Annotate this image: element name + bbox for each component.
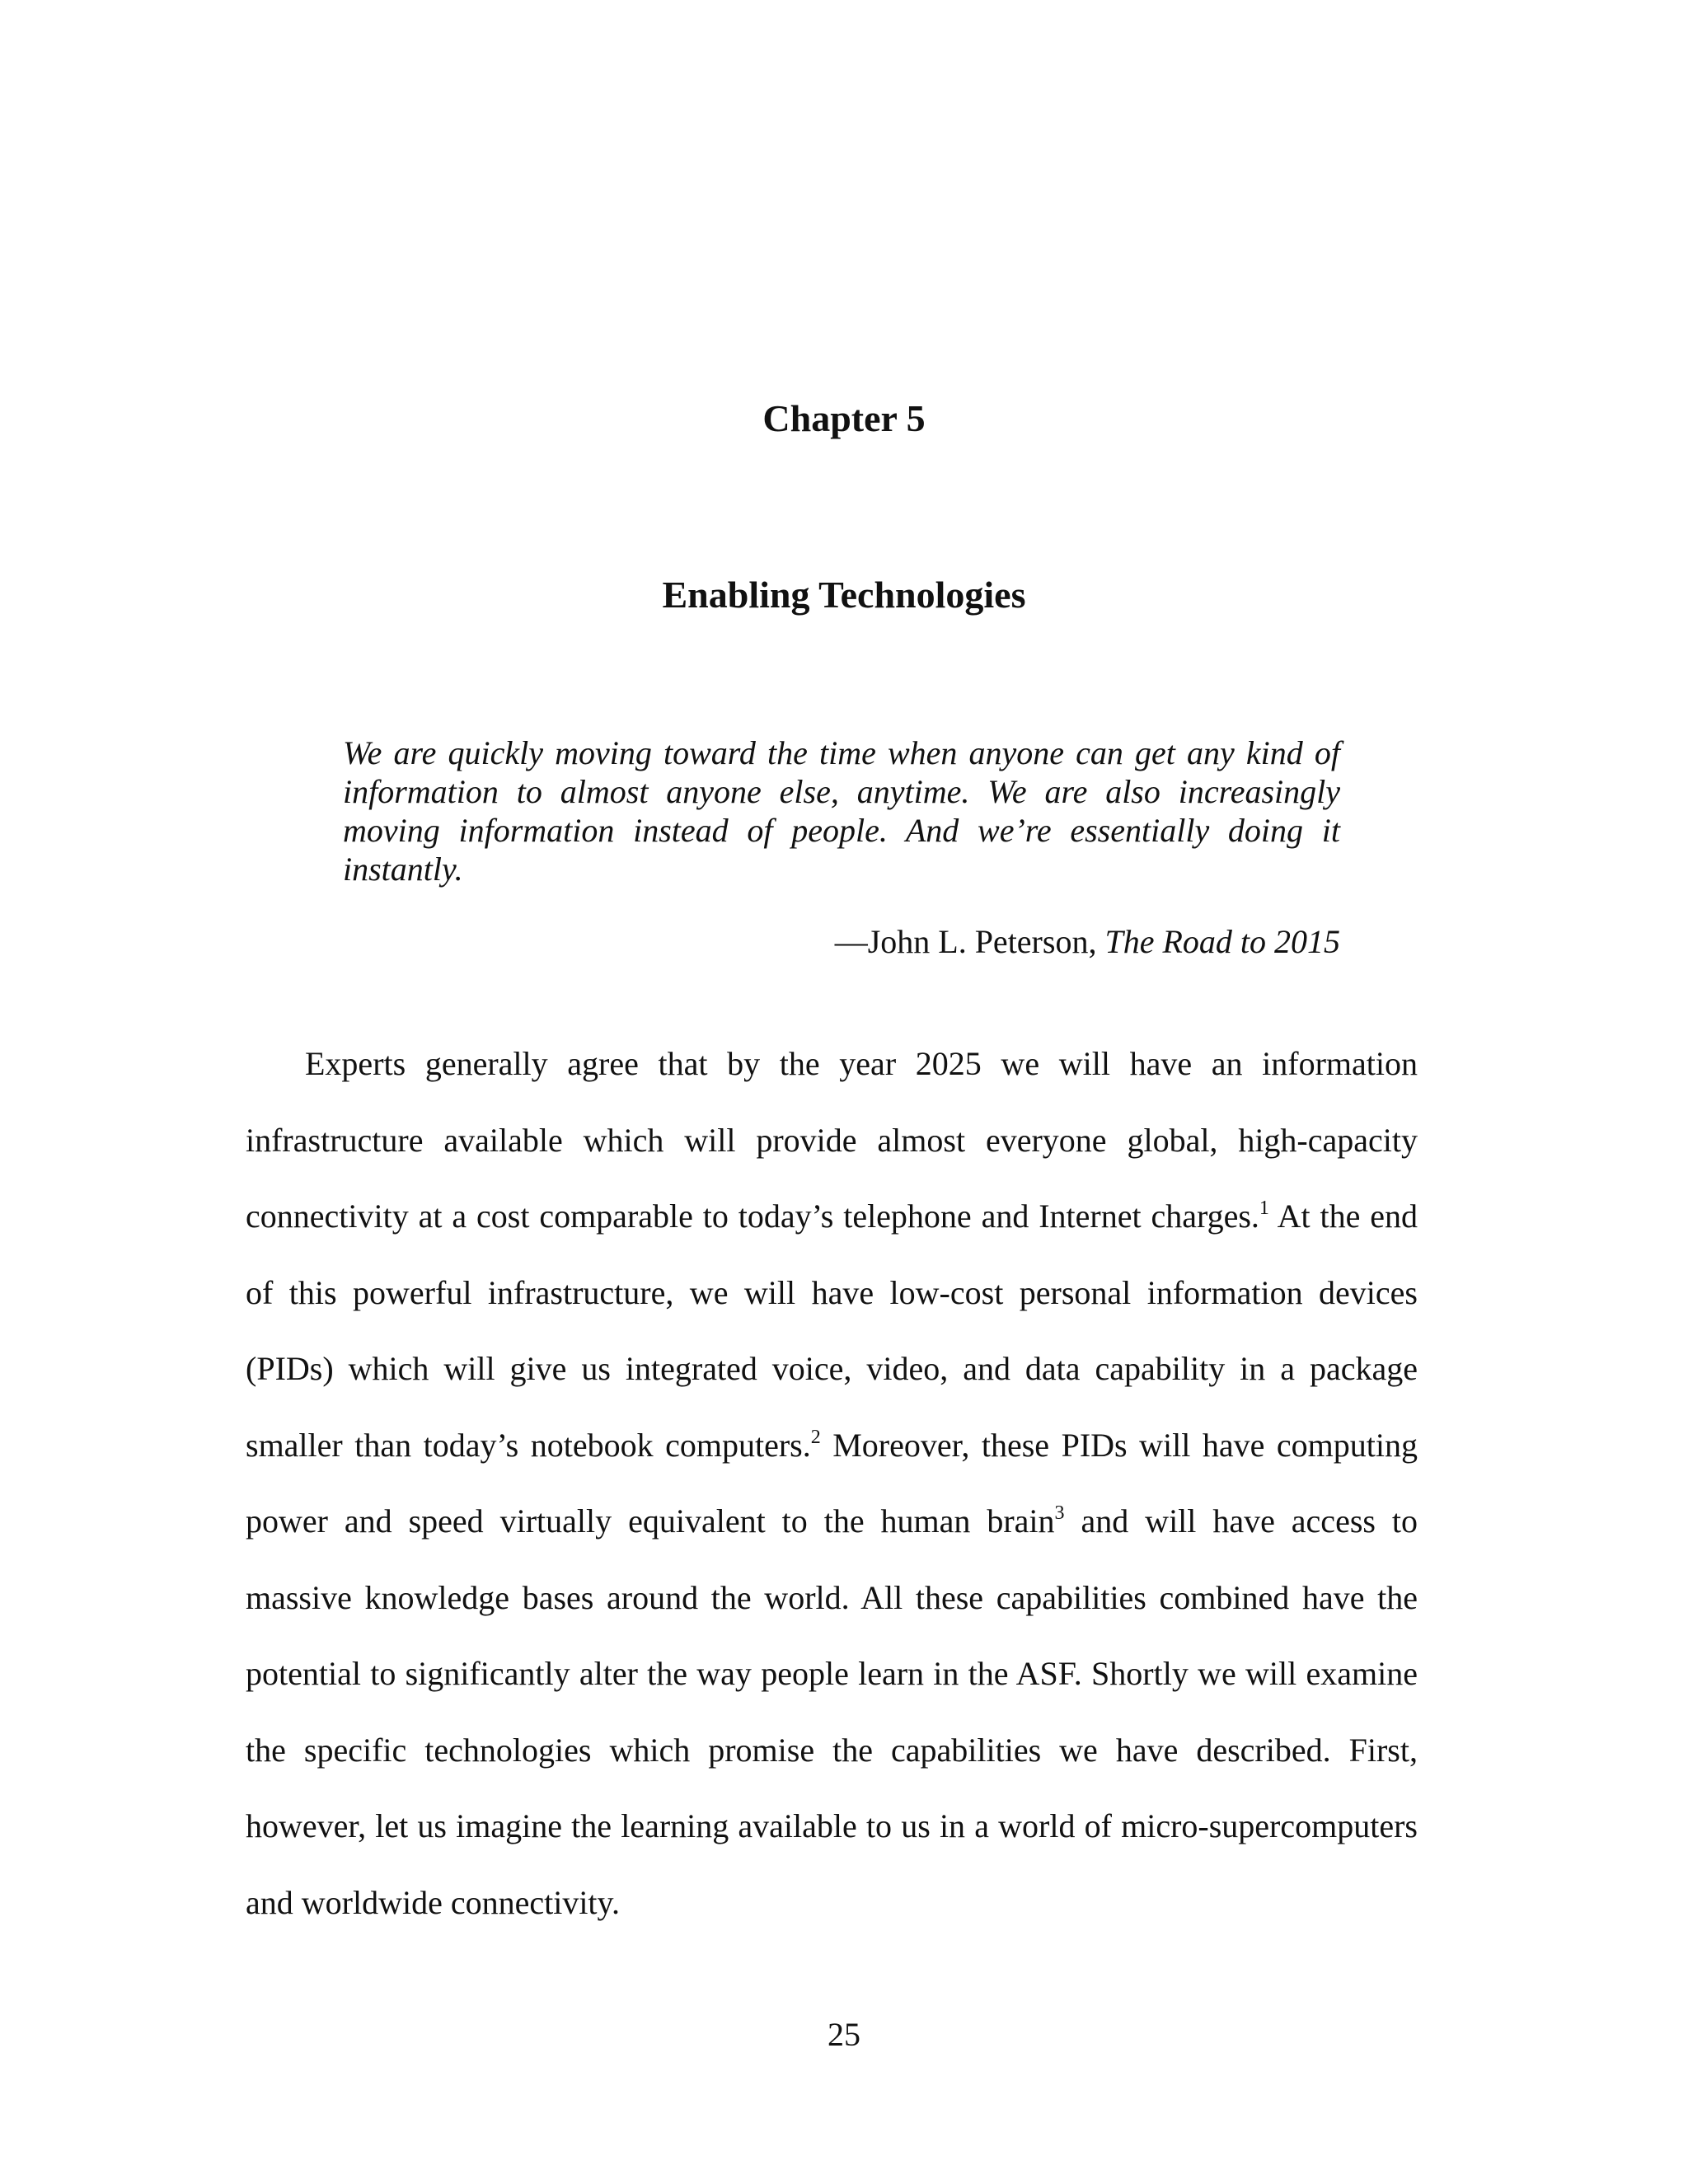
chapter-label: Chapter 5 bbox=[762, 397, 926, 439]
attribution-author: —John L. Peterson, bbox=[834, 923, 1105, 960]
body-text-segment: Experts generally agree that by the year 2025 we will have an information infrastructure available which will provide almost everyone global, high-capacity connectivity at a cost comparable to today’s telephone and Internet charges. bbox=[246, 1045, 1418, 1235]
chapter-title: Enabling Technologies bbox=[662, 574, 1026, 616]
body-text-segment: At the end of this powerful infrastructure, we will have low-cost personal information devices (PIDs) which will give us integrated voice, video, and data capability in a package smaller than today’s notebook computers. bbox=[246, 1197, 1418, 1464]
epigraph-quote: We are quickly moving toward the time when anyone can get any kind of information to almost anyone else, anytime. We are also increasingly moving information instead of people. And we’re essentially doing it instantly. bbox=[343, 734, 1340, 888]
attribution-work-title: The Road to 2015 bbox=[1104, 923, 1340, 960]
page-number: 25 bbox=[828, 2016, 860, 2053]
footnote-marker: 2 bbox=[810, 1426, 821, 1448]
body-text-segment: Moreover, these PIDs will have computing power and speed virtually equivalent to the human brain bbox=[246, 1426, 1418, 1540]
body-text-segment: and will have access to massive knowledge bases around the world. All these capabilities combined have the potential to significantly alter the way people learn in the ASF. Shortly we will examine the specific technologies which promise the capabilities we have described. First, however, let us imagine the learning available to us in a world of micro-supercomputers and worldwide connectivity. bbox=[246, 1502, 1418, 1921]
footnote-marker: 1 bbox=[1259, 1197, 1269, 1219]
body-paragraph bbox=[246, 1026, 1418, 1941]
epigraph-attribution bbox=[343, 921, 1340, 963]
footnote-marker: 3 bbox=[1054, 1502, 1065, 1524]
